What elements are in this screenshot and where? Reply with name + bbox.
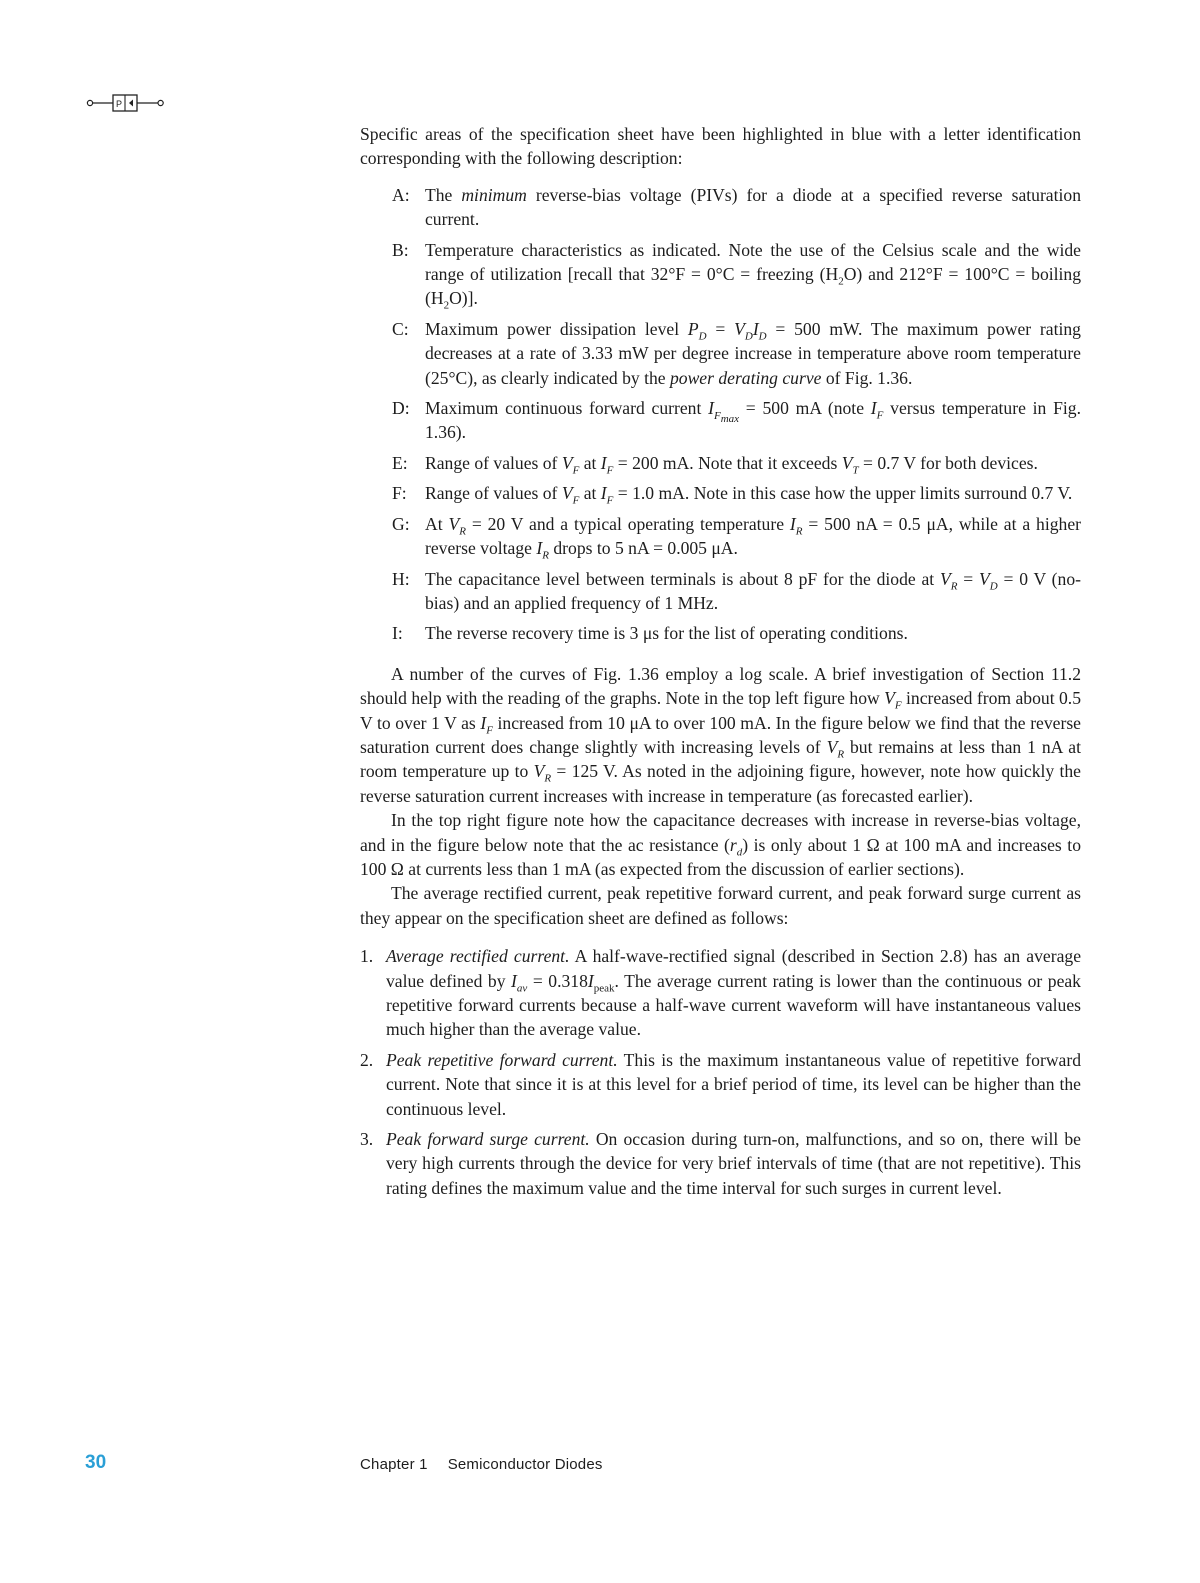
intro-paragraph: Specific areas of the specification sheet have been highlighted in blue with a letter identification corresponding with the following description:	[360, 124, 1081, 169]
list-item-b	[360, 238, 1081, 311]
item-text: Average rectified current. A half-wave-rectified signal (described in Section 2.8) has an average value defined by $I_{av} = 0.318I_{peak}$. The average current rating is lower than the continuous or peak repetitive forward currents because a half-wave current waveform will have instantaneous values much higher than the average value.	[386, 946, 1081, 1040]
numbered-list	[360, 944, 1081, 1200]
chapter-label: Chapter 1	[360, 1456, 428, 1473]
item-marker: I:	[392, 623, 403, 644]
list-item-d	[360, 396, 1081, 445]
lettered-list	[360, 183, 1081, 646]
paragraph-log-scale: A number of the curves of Fig. 1.36 employ a log scale. A brief investigation of Section 11.2 should help with the reading of the graphs. Note in the top left figure how $V_F$ increased from about 0.5 V to over 1 V as $I_F$ increased from 10 μA to over 100 mA. In the figure below we find that the reverse saturation current does change slightly with increasing levels of $V_R$ but remains at less than 1 nA at room temperature up to $V_R = 125$ V. As noted in the adjoining figure, however, note how quickly the reverse saturation current increases with increase in temperature (as forecasted earlier).	[360, 663, 1081, 806]
item-text	[386, 1050, 1081, 1119]
item-text: The capacitance level between terminals is about 8 pF for the diode at $V_R = V_D = 0$ V (no-bias) and an applied frequency of 1 MHz.	[425, 568, 1081, 613]
item-marker: D:	[392, 398, 410, 419]
item-text: At $V_R = 20$ V and a typical operating temperature $I_R = 500$ nA = 0.5 μA, while at a higher reverse voltage $I_R$ drops to 5 nA = 0.005 μA.	[425, 513, 1081, 562]
item-text: The reverse recovery time is 3 μs for the list of operating conditions.	[425, 623, 908, 644]
running-head	[360, 1456, 603, 1473]
page-body	[360, 122, 1081, 1200]
item-text: Temperature characteristics as indicated. Note the use of the Celsius scale and the wide range of utilization [recall that 32°F = 0°C = freezing $(H_2O)$ and 212°F = 100°C = boiling $(H_2O)$].	[425, 239, 1081, 312]
item-description: On occasion during turn-on, malfunctions, and so on, there will be very high currents through the device for very brief intervals of time (that are not repetitive). This rating defines the maximum value and the time interval for such surges in current level.	[386, 1129, 1081, 1198]
item-text: Range of values of $V_F$ at $I_F = 1.0$ mA. Note in this case how the upper limits surround 0.7 V.	[425, 483, 1073, 507]
list-item-e	[360, 451, 1081, 475]
list-item-f	[360, 481, 1081, 505]
chapter-title: Semiconductor Diodes	[447, 1456, 603, 1473]
item-term: Peak forward surge current.	[386, 1129, 590, 1150]
item-text: The minimum reverse-bias voltage (PIVs) for a diode at a specified reverse saturation current.	[425, 184, 1081, 230]
item-text: Range of values of $V_F$ at $I_F = 200$ mA. Note that it exceeds $V_T = 0.7$ V for both devices.	[425, 452, 1038, 477]
item-text: Maximum continuous forward current $I_{F_{max}} = 500$ mA (note $I_F$ versus temperature in Fig. 1.36).	[425, 398, 1081, 443]
paragraph-capacitance: In the top right figure note how the capacitance decreases with increase in reverse-bias voltage, and in the figure below note that the ac resistance $(r_d)$ is only about 1 Ω at 100 mA and increases to 100 Ω at currents less than 1 mA (as expected from the discussion of earlier sections).	[360, 810, 1081, 879]
item-term: Peak repetitive forward current.	[386, 1049, 618, 1070]
page-number: 30	[85, 1452, 107, 1473]
paragraph-definitions-intro: The average rectified current, peak repetitive forward current, and peak forward surge current as they appear on the specification sheet are defined as follows:	[360, 883, 1081, 928]
diode-symbol-icon	[86, 92, 166, 114]
item-term: Average rectified current.	[386, 946, 570, 967]
list-item-c	[360, 317, 1081, 390]
item-text	[386, 1129, 1081, 1198]
item-marker: C:	[392, 318, 409, 339]
item-marker: H:	[392, 568, 410, 589]
item-marker: F:	[392, 483, 407, 504]
list-item-2	[360, 1048, 1081, 1121]
item-marker: 2.	[360, 1049, 374, 1070]
item-marker: G:	[392, 513, 410, 534]
list-item-g	[360, 512, 1081, 561]
item-marker: 1.	[360, 946, 374, 967]
list-item-a	[360, 183, 1081, 232]
item-marker: B:	[392, 239, 409, 260]
list-item-3	[360, 1127, 1081, 1200]
list-item-i	[360, 621, 1081, 645]
list-item-1	[360, 944, 1081, 1042]
item-marker: A:	[392, 184, 410, 205]
item-marker: E:	[392, 452, 408, 473]
item-description: This is the maximum instantaneous value of repetitive forward current. Note that since it is at this level for a brief period of time, its level can be higher than the continuous level.	[386, 1049, 1081, 1119]
svg-text:P: P	[115, 99, 123, 109]
item-text: Maximum power dissipation level $P_D = V_DI_D = 500$ mW. The maximum power rating decreases at a rate of 3.33 mW per degree increase in temperature above room temperature (25°C), as clearly indicated by the power derating curve of Fig. 1.36.	[425, 318, 1081, 388]
list-item-h	[360, 567, 1081, 616]
item-marker: 3.	[360, 1129, 374, 1150]
